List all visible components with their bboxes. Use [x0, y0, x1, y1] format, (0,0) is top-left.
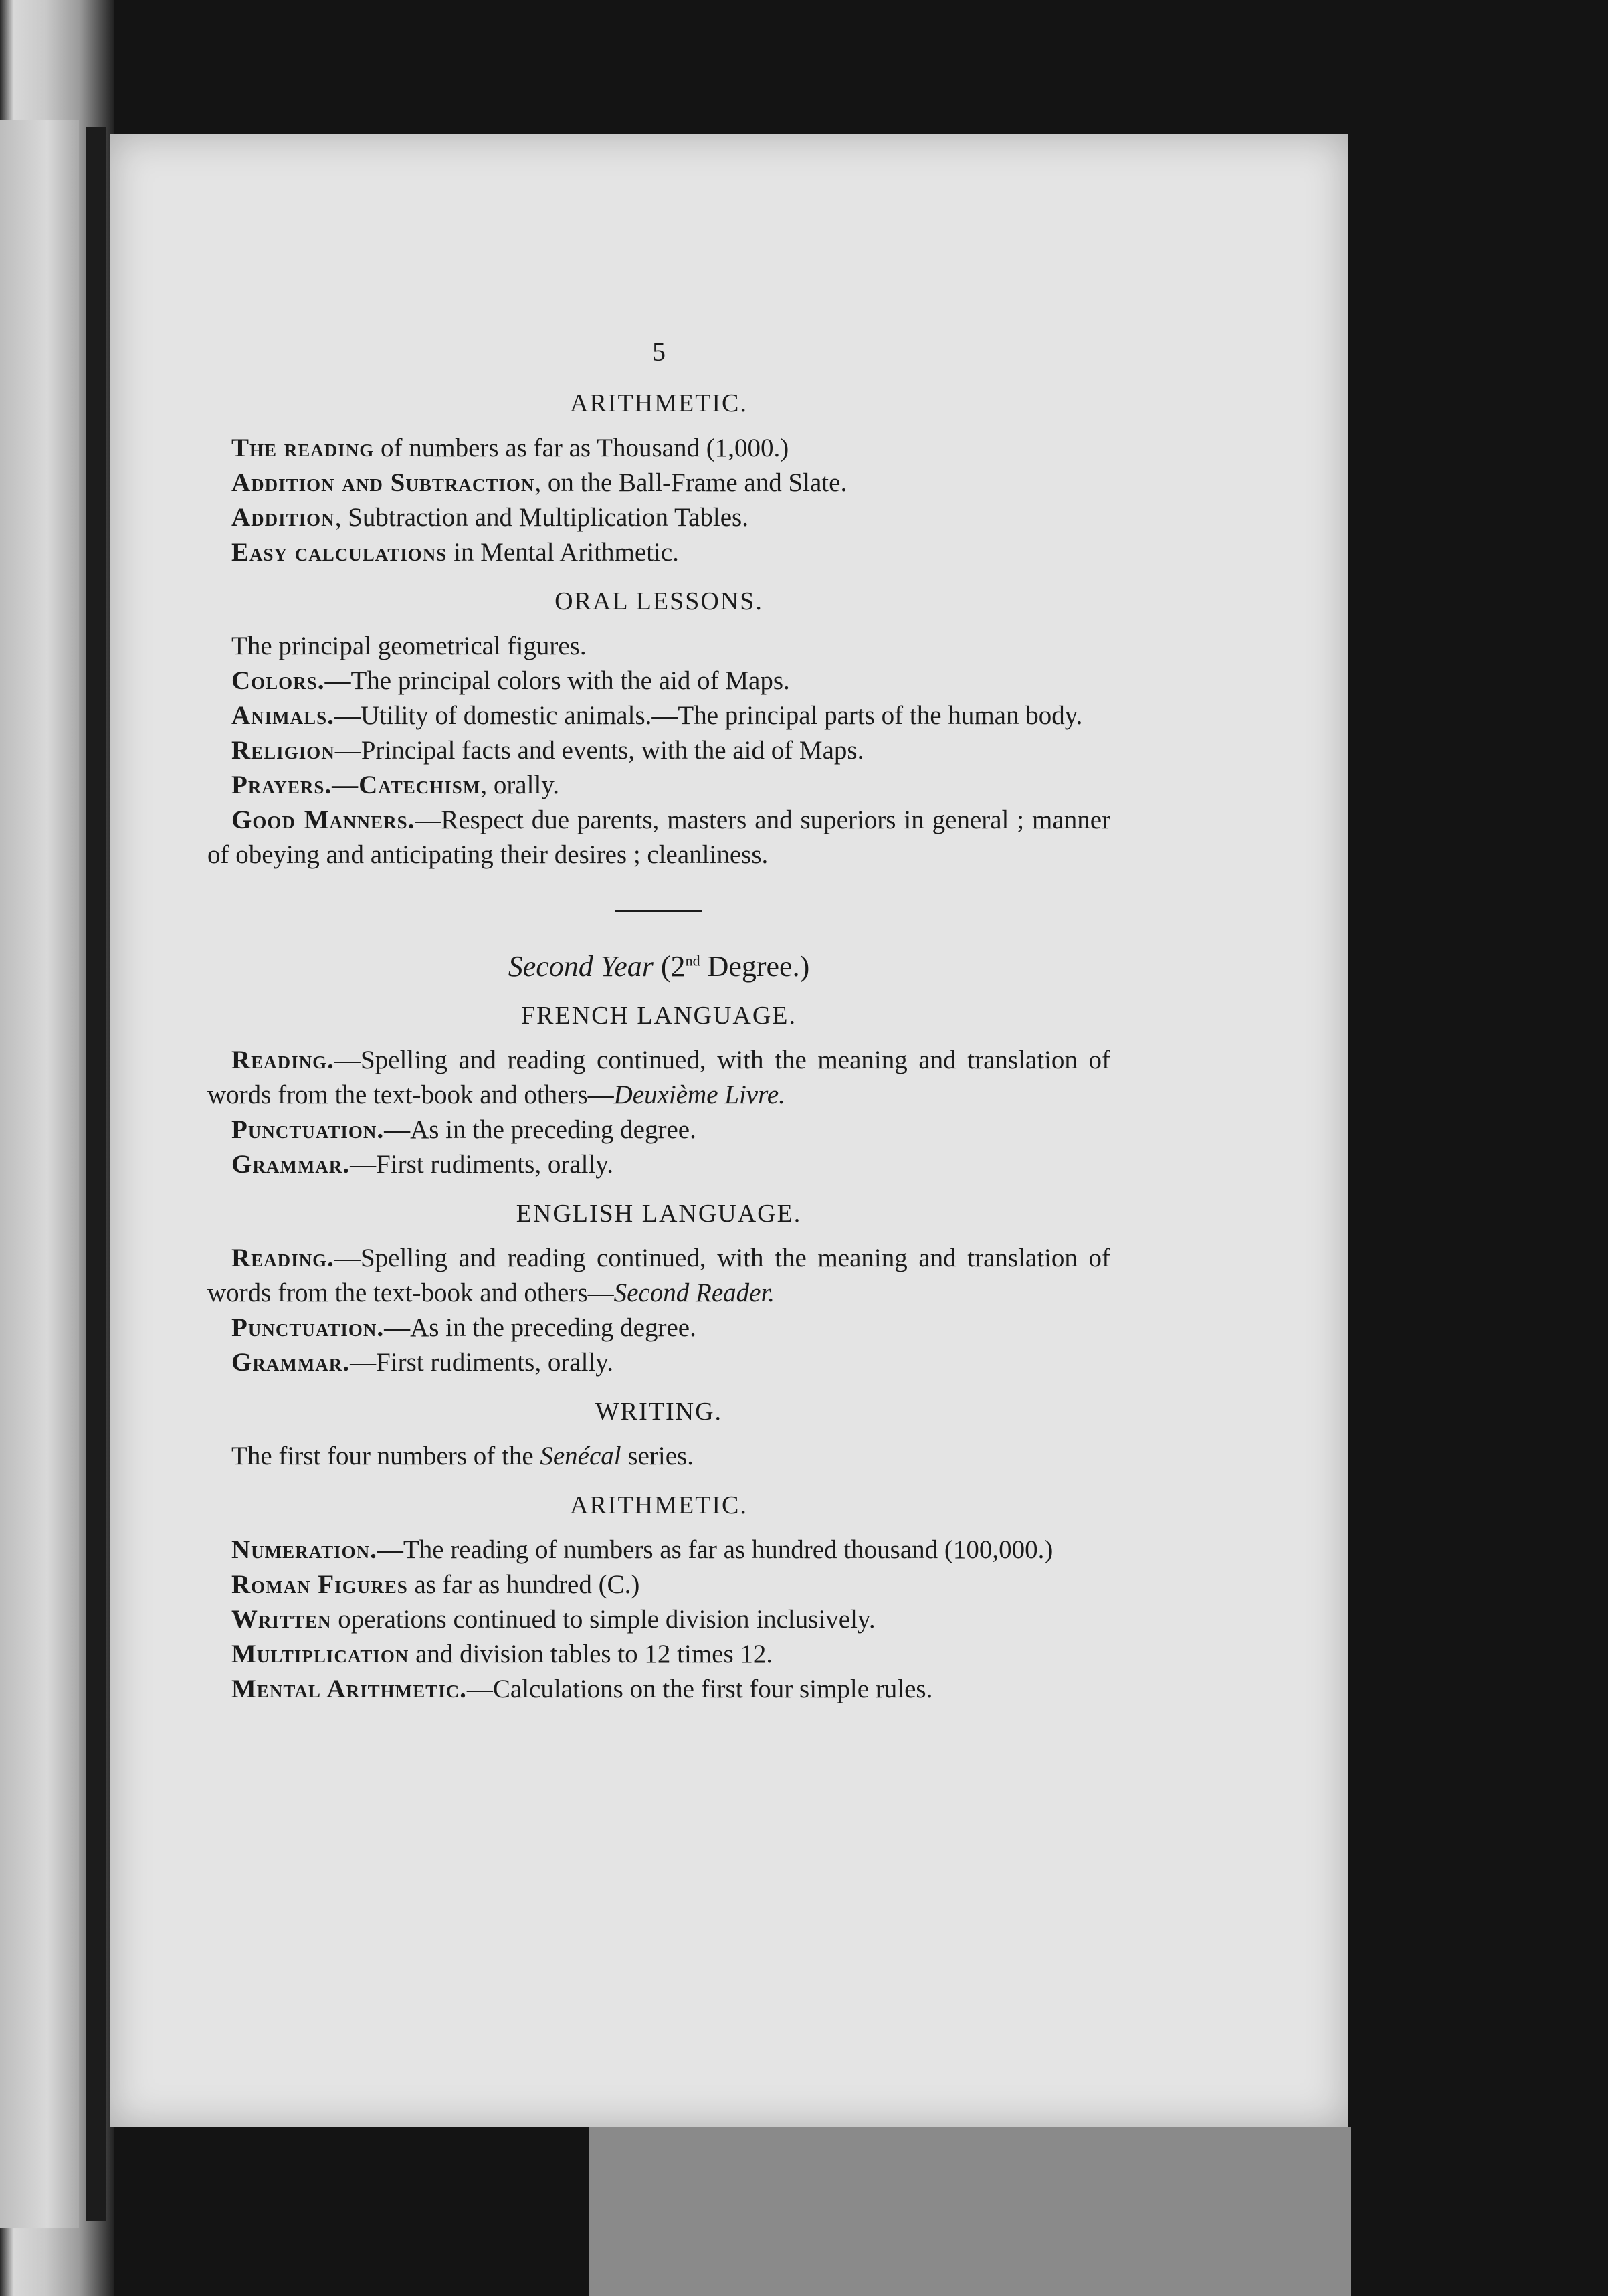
oral-lessons-line: The principal geometrical figures.	[231, 632, 587, 660]
arithmetic-line: Easy calculations in Mental Arithmetic.	[231, 538, 679, 567]
arithmetic2-line: Mental Arithmetic.—Calculations on the first four simple rules.	[231, 1675, 933, 1703]
section-heading-writing: WRITING.	[595, 1398, 723, 1426]
arithmetic2-line: Multiplication and division tables to 12 times 12.	[231, 1640, 773, 1668]
english-line: Reading.—Spelling and reading continued, with the meaning and translation of words from the text-book and others—Second Reader.	[207, 1244, 1110, 1307]
arithmetic2-line: Roman Figures as far as hundred (C.)	[231, 1570, 640, 1599]
year-title: Second Year (2nd Degree.)	[508, 950, 810, 983]
section-heading-arithmetic: ARITHMETIC.	[570, 389, 748, 417]
french-line: Grammar.—First rudiments, orally.	[231, 1150, 614, 1179]
arithmetic-line: Addition, Subtraction and Multiplication Tables.	[231, 503, 748, 532]
english-line: Punctuation.—As in the preceding degree.	[231, 1313, 696, 1342]
oral-lessons-line: Colors.—The principal colors with the aid of Maps.	[231, 666, 790, 695]
french-line: Reading.—Spelling and reading continued, with the meaning and translation of words from the text-book and others—Deuxième Livre.	[207, 1046, 1110, 1109]
section-divider-rule	[615, 910, 702, 912]
oral-lessons-line: Animals.—Utility of domestic animals.—The principal parts of the human body.	[231, 701, 1083, 730]
oral-lessons-line: Good Manners.—Respect due parents, masters and superiors in general ; manner of obeying and anticipating their desires ; cleanliness.	[207, 805, 1111, 869]
page-underlay	[589, 2127, 1351, 2296]
section-heading-french: FRENCH LANGUAGE.	[521, 1001, 797, 1030]
arithmetic2-line: Numeration.—The reading of numbers as far as hundred thousand (100,000.)	[231, 1535, 1053, 1564]
section-heading-arithmetic-2: ARITHMETIC.	[570, 1491, 748, 1519]
writing-line: The first four numbers of the Senécal series.	[231, 1442, 694, 1470]
french-line: Punctuation.—As in the preceding degree.	[231, 1115, 696, 1144]
english-line: Grammar.—First rudiments, orally.	[231, 1348, 614, 1377]
arithmetic-line: The reading of numbers as far as Thousand (1,000.)	[231, 434, 789, 462]
arithmetic2-line: Written operations continued to simple division inclusively.	[231, 1605, 876, 1634]
page-number: 5	[652, 337, 666, 367]
oral-lessons-line: Religion—Principal facts and events, with the aid of Maps.	[231, 736, 864, 765]
arithmetic-line: Addition and Subtraction, on the Ball-Frame and Slate.	[231, 468, 847, 497]
page-content	[207, 334, 1110, 1707]
facing-page-edge	[0, 120, 79, 2228]
section-heading-english: ENGLISH LANGUAGE.	[516, 1200, 802, 1228]
oral-lessons-line: Prayers.—Catechism, orally.	[231, 771, 559, 799]
section-heading-oral-lessons: ORAL LESSONS.	[555, 587, 763, 615]
page-gutter-shadow	[86, 127, 106, 2221]
